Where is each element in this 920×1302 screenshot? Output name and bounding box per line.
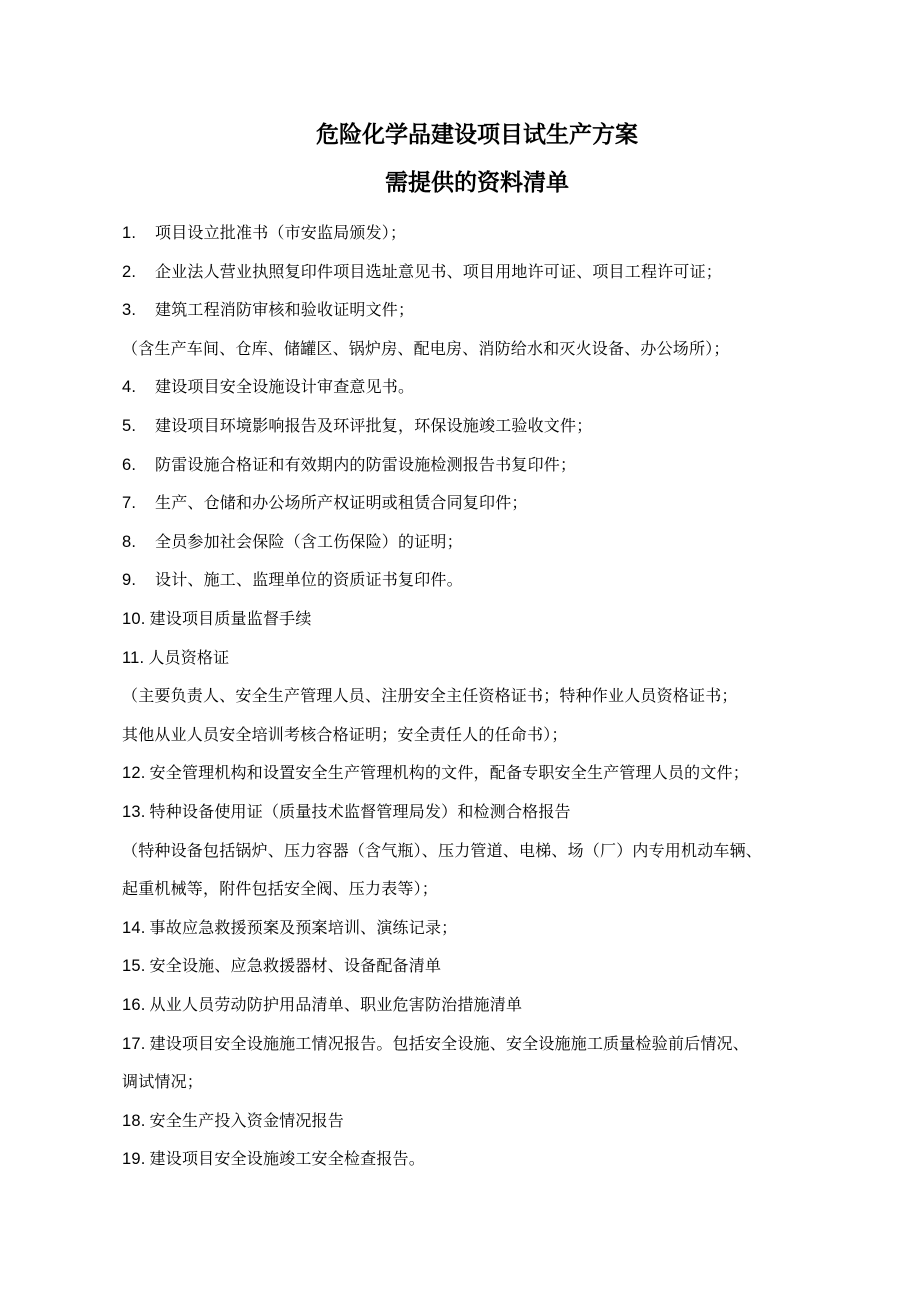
- list-item-text: 生产、仓储和办公场所产权证明或租赁合同复印件；: [155, 493, 528, 513]
- list-item-text: 全员参加社会保险（含工伤保险）的证明；: [155, 531, 463, 551]
- list-item: [122, 1102, 344, 1140]
- list-item-number: 18.: [122, 1111, 146, 1130]
- list-note: 起重机械等，附件包括安全阀、压力表等）；: [122, 879, 439, 899]
- list-item-number: 6.: [122, 455, 137, 474]
- list-item: [122, 446, 576, 484]
- list-item-text: 安全管理机构和设置安全生产管理机构的文件，配备专职安全生产管理人员的文件；: [149, 763, 749, 783]
- list-item-number: 19.: [122, 1150, 146, 1169]
- list-item: [122, 523, 463, 561]
- list-item: [122, 1025, 749, 1063]
- list-item-number: 1.: [122, 224, 137, 242]
- list-item: [122, 600, 312, 638]
- list-item-text: 安全生产投入资金情况报告: [149, 1110, 344, 1130]
- list-item: [122, 754, 749, 792]
- document-subtitle: 需提供的资料清单: [385, 170, 569, 196]
- list-item: [122, 291, 414, 329]
- list-item: [122, 368, 414, 406]
- list-item-number: 10.: [122, 610, 146, 628]
- list-item: [122, 253, 722, 291]
- list-item: [122, 639, 229, 677]
- list-item-number: 5.: [122, 417, 137, 435]
- list-item: [122, 1140, 425, 1178]
- list-item-number: 11.: [122, 648, 145, 667]
- list-item: [122, 484, 528, 522]
- list-note: 调试情况；: [122, 1072, 204, 1092]
- list-item-number: 14.: [122, 918, 146, 937]
- list-item-number: 7.: [122, 494, 137, 513]
- list-item-text: 特种设备使用证（质量技术监督管理局发）和检测合格报告: [149, 802, 571, 821]
- list-note: （主要负责人、安全生产管理人员、注册安全主任资格证书；特种作业人员资格证书；: [122, 686, 738, 706]
- list-item-text: 建设项目安全设施设计审查意见书。: [155, 377, 415, 397]
- list-item-text: 建设项目安全设施施工情况报告。包括安全设施、安全设施施工质量检验前后情况、: [149, 1033, 749, 1053]
- list-item-text: 建设项目环境影响报告及环评批复，环保设施竣工验收文件；: [155, 416, 593, 435]
- list-item: [122, 986, 522, 1024]
- list-item-number: 13.: [122, 803, 146, 821]
- list-item-number: 4.: [122, 378, 137, 397]
- list-item: [122, 561, 463, 599]
- list-item-text: 事故应急救援预案及预案培训、演练记录；: [149, 917, 458, 937]
- list-item-text: 项目设立批准书（市安监局颁发）；: [155, 223, 407, 242]
- list-item-text: 防雷设施合格证和有效期内的防雷设施检测报告书复印件；: [155, 454, 577, 474]
- list-item-text: 从业人员劳动防护用品清单、职业危害防治措施清单: [149, 995, 523, 1014]
- list-item: [122, 214, 406, 252]
- list-item: [122, 909, 457, 947]
- list-item-text: 建设项目质量监督手续: [149, 609, 312, 628]
- list-item-text: 安全设施、应急救援器材、设备配备清单: [149, 956, 442, 976]
- list-item-number: 17.: [122, 1034, 146, 1053]
- list-item-number: 15.: [122, 957, 146, 976]
- list-item: [122, 407, 592, 445]
- list-item-number: 12.: [122, 764, 146, 783]
- list-item-number: 2.: [122, 262, 137, 281]
- list-item-number: 8.: [122, 532, 137, 551]
- list-note: （含生产车间、仓库、储罐区、锅炉房、配电房、消防给水和灭火设备、办公场所）；: [122, 338, 730, 358]
- list-item-number: 9.: [122, 571, 137, 590]
- list-item-text: 企业法人营业执照复印件项目选址意见书、项目用地许可证、项目工程许可证；: [155, 261, 723, 281]
- list-item-text: 人员资格证: [148, 647, 230, 667]
- list-item-number: 3.: [122, 301, 137, 320]
- list-item-text: 建筑工程消防审核和验收证明文件；: [155, 300, 415, 320]
- document-title: 危险化学品建设项目试生产方案: [316, 122, 638, 148]
- list-item-text: 设计、施工、监理单位的资质证书复印件。: [155, 570, 463, 590]
- list-note: （特种设备包括锅炉、压力容器（含气瓶）、压力管道、电梯、场（厂）内专用机动车辆、: [122, 840, 763, 860]
- list-item: [122, 947, 441, 985]
- list-item-number: 16.: [122, 996, 146, 1014]
- list-item: [122, 793, 571, 831]
- list-note: 其他从业人员安全培训考核合格证明；安全责任人的任命书）；: [122, 724, 568, 744]
- list-item-text: 建设项目安全设施竣工安全检查报告。: [149, 1149, 425, 1169]
